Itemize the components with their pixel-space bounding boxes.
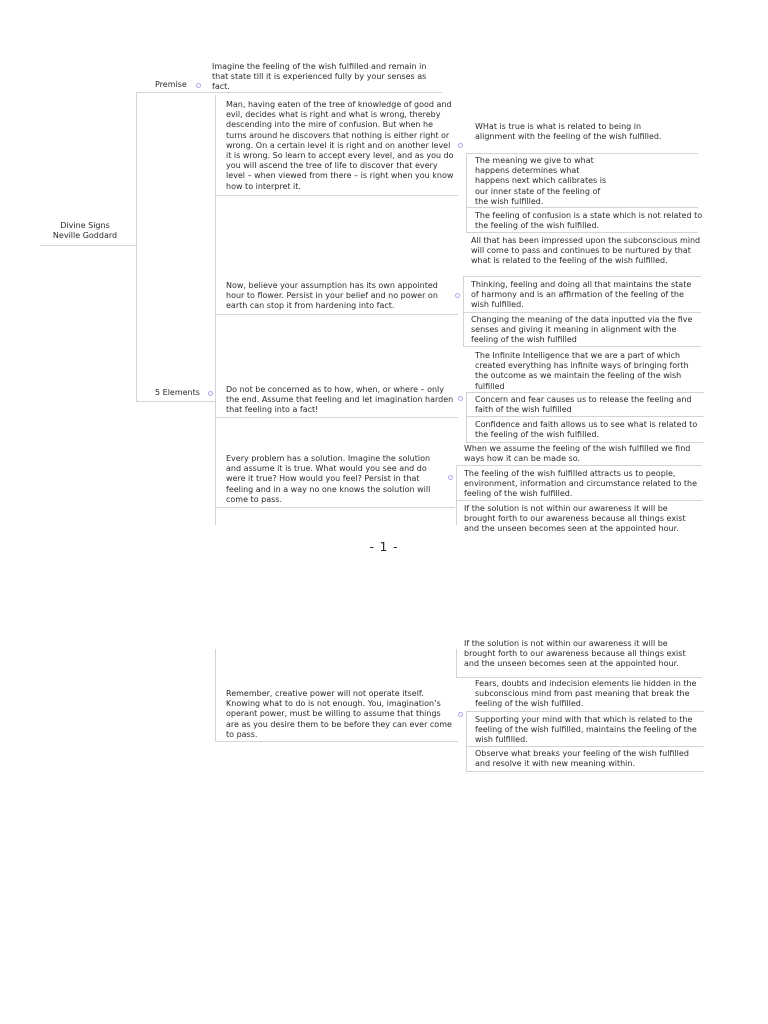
element-2-child-2[interactable]: Thinking, feeling and doing all that maintains the state of harmony and is an affirmation of the feeling of the wish fulfilled. (471, 280, 692, 310)
element-5-text[interactable]: Remember, creative power will not operate itself. Knowing what to do is not enough. You, imagination’s operant power, must be willing to assume that things are as you desire them to be before they can ever come to pass. (226, 689, 452, 739)
element-5-connector (466, 712, 467, 772)
element-3-connector (466, 392, 467, 442)
element-1-sub-connector (466, 153, 467, 233)
element-4-text[interactable]: Every problem has a solution. Imagine the solution and assume it is true. What would you see and do were it true? How would you feel? Persist in that feeling and in a way no one knows the solution will come to pass. (226, 454, 431, 504)
element-1-child-2[interactable]: The feeling of confusion is a state which is not related to the feeling of the wish fulfilled. (475, 211, 703, 231)
element-4-child-2[interactable]: The feeling of the wish fulfilled attracts us to people, environment, information and circumstance related to the feeling of the wish fulfilled. (464, 469, 698, 499)
element-5-collapse-icon[interactable] (458, 712, 463, 717)
element-3-child-2-underline (466, 416, 704, 417)
element-4-underline (215, 507, 455, 508)
element-1-child-2-underline (466, 232, 698, 233)
element-1-child-1[interactable]: The meaning we give to what happens determines what happens next which calibrates is our inner state of the feeling of the wish fulfilled. (475, 156, 607, 206)
element-1-child-1-underline (466, 207, 698, 208)
element-2-child-2-underline (463, 312, 701, 313)
page-2-content (0, 638, 768, 779)
element-5-underline (215, 741, 458, 742)
element-3-child-2[interactable]: Concern and fear causes us to release the feeling and faith of the wish fulfilled (475, 395, 692, 415)
element-3-child-3-underline (466, 442, 704, 443)
element-2-collapse-icon[interactable] (455, 293, 460, 298)
element-2-underline (215, 314, 458, 315)
element-3-underline (215, 417, 458, 418)
element-2-child-3[interactable]: Changing the meaning of the data inputted via the five senses and giving it meaning in alignment with the feeling of the wish fulfilled (471, 315, 693, 345)
element-2-connector (463, 276, 464, 346)
element-5-child-3[interactable]: Observe what breaks your feeling of the wish fulfilled and resolve it with new meaning within. (475, 749, 689, 769)
element-3-child-1-underline (466, 392, 704, 393)
element-1-text[interactable]: Man, having eaten of the tree of knowledge of good and evil, decides what is right and what is wrong, thereby descending into the mire of confusion. But when he turns around he discovers that nothing is either right or wrong. On a certain level it is right and on another level it is wrong. So learn to accept every level, and as you do you will ascend the tree of life to discover that every level – when viewed from there – is right when you know how to interpret it. (226, 100, 454, 191)
element-4-child-1-underline (456, 465, 702, 466)
element-3-collapse-icon[interactable] (458, 396, 463, 401)
element-3-child-3[interactable]: Confidence and faith allows us to see what is related to the feeling of the wish fulfilled. (475, 420, 698, 440)
element-2-text[interactable]: Now, believe your assumption has its own appointed hour to flower. Persist in your belief and no power on earth can stop it from hardening into fact. (226, 281, 438, 311)
root-title: Divine Signs (60, 221, 110, 230)
element-5-child-1-underline (466, 711, 704, 712)
element-1-underline (215, 195, 458, 196)
element-3-child-1[interactable]: The Infinite Intelligence that we are a part of which created everything has infinite ways of bringing forth the outcome as we maintain the feeling of the wish fulfilled (475, 351, 689, 391)
element-5-child-3-underline (466, 771, 704, 772)
element-4-collapse-icon[interactable] (448, 475, 453, 480)
element-1-sub-underline (466, 153, 698, 154)
element-4-connector-cont (456, 649, 457, 677)
element-4-child-3-top[interactable]: If the solution is not within our awareness it will be brought forth to our awareness because all things exist and the unseen becomes seen at the appointed hour. (464, 504, 686, 534)
element-1-collapse-icon[interactable] (458, 143, 463, 148)
element-4-child-2-underline (456, 500, 702, 501)
element-1-sub-text[interactable]: WHat is true is what is related to being in alignment with the feeling of the wish fulfilled. (475, 122, 662, 142)
element-2-child-3-underline (463, 346, 701, 347)
element-2-child-1[interactable]: All that has been impressed upon the subconscious mind will come to pass and continues to be nurtured by that what is related to the feeling of the wish fulfilled. (471, 236, 701, 266)
element-5-child-2-underline (466, 746, 704, 747)
element-5-child-2[interactable]: Supporting your mind with that which is related to the feeling of the wish fulfilled, maintains the feeling of the wish fulfilled. (475, 715, 697, 745)
element-4-child-3-underline (456, 677, 702, 678)
element-3-text[interactable]: Do not be concerned as to how, when, or where – only the end. Assume that feeling and let imagination harden that feeling into a fact! (226, 385, 454, 415)
premise-label[interactable]: Premise (155, 80, 187, 89)
page-number: - 1 - (369, 540, 399, 554)
element-2-child-1-underline (463, 276, 701, 277)
elements-label[interactable]: 5 Elements (155, 388, 200, 397)
element-5-child-1[interactable]: Fears, doubts and indecision elements lie hidden in the subconscious mind from past meaning that break the feeling of the wish fulfilled. (475, 679, 697, 709)
root-author: Neville Goddard (52, 231, 118, 241)
elements-connector (215, 95, 216, 525)
premise-text[interactable]: Imagine the feeling of the wish fulfilled and remain in that state till it is experienced fully by your senses as fact. (212, 62, 427, 92)
element-4-connector (456, 465, 457, 525)
elements-connector-cont (215, 649, 216, 741)
element-4-child-3-bottom: If the solution is not within our awareness it will be brought forth to our awareness because all things exist and the unseen becomes seen at the appointed hour. (464, 638, 686, 668)
element-4-child-1[interactable]: When we assume the feeling of the wish fulfilled we find ways how it can be made so. (464, 444, 691, 464)
